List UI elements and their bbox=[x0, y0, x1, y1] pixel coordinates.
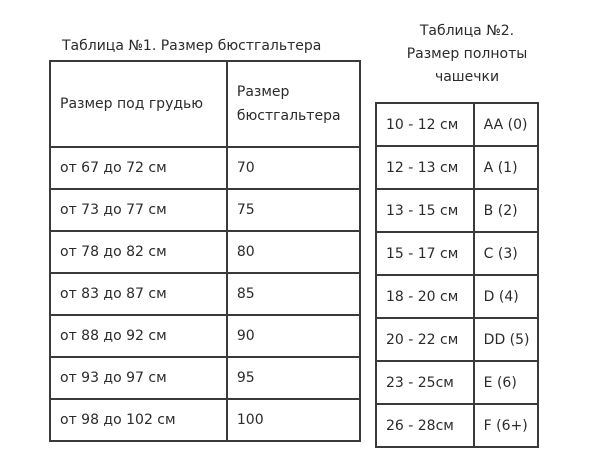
cup-size-cell: DD (5) bbox=[474, 318, 538, 361]
underbust-cell: от 83 до 87 см bbox=[50, 273, 227, 315]
cup-size-cell: F (6+) bbox=[474, 404, 538, 447]
underbust-cell: от 73 до 77 см bbox=[50, 189, 227, 231]
table-row bbox=[376, 146, 538, 189]
table-row bbox=[376, 404, 538, 447]
header-underbust: Размер под грудью bbox=[50, 61, 227, 147]
underbust-cell: от 88 до 92 см bbox=[50, 315, 227, 357]
bra-size-cell: 80 bbox=[227, 231, 360, 273]
table2-caption-line: чашечки bbox=[434, 69, 500, 85]
bra-size-cell: 100 bbox=[227, 399, 360, 441]
table-row bbox=[50, 231, 360, 273]
difference-cell: 10 - 12 см bbox=[376, 103, 474, 146]
table2-caption-line: Таблица №2. bbox=[419, 23, 515, 39]
table-row bbox=[50, 357, 360, 399]
bra-size-cell: 70 bbox=[227, 147, 360, 189]
table-row bbox=[376, 361, 538, 404]
underbust-cell: от 67 до 72 см bbox=[50, 147, 227, 189]
cup-size-table bbox=[375, 102, 539, 448]
bra-size-cell: 75 bbox=[227, 189, 360, 231]
table-row bbox=[50, 315, 360, 357]
table-row bbox=[376, 189, 538, 232]
difference-cell: 18 - 20 см bbox=[376, 275, 474, 318]
table-row bbox=[376, 318, 538, 361]
difference-cell: 15 - 17 см bbox=[376, 232, 474, 275]
table-header-row bbox=[50, 61, 360, 147]
cup-size-cell: A (1) bbox=[474, 146, 538, 189]
cup-size-cell: D (4) bbox=[474, 275, 538, 318]
difference-cell: 13 - 15 см bbox=[376, 189, 474, 232]
cup-size-cell: C (3) bbox=[474, 232, 538, 275]
table1-caption: Таблица №1. Размер бюстгальтера bbox=[62, 38, 322, 54]
table-row bbox=[376, 275, 538, 318]
bra-size-table bbox=[49, 60, 361, 442]
table-row bbox=[50, 189, 360, 231]
table-row bbox=[50, 399, 360, 441]
difference-cell: 23 - 25см bbox=[376, 361, 474, 404]
table-row bbox=[50, 273, 360, 315]
difference-cell: 26 - 28см bbox=[376, 404, 474, 447]
underbust-cell: от 93 до 97 см bbox=[50, 357, 227, 399]
bra-size-cell: 90 bbox=[227, 315, 360, 357]
cup-size-cell: AA (0) bbox=[474, 103, 538, 146]
difference-cell: 12 - 13 см bbox=[376, 146, 474, 189]
table-row bbox=[376, 103, 538, 146]
header-bra-size-line: бюстгальтера bbox=[236, 108, 341, 124]
header-bra-size bbox=[227, 61, 360, 147]
header-bra-size-line: Размер bbox=[236, 84, 290, 100]
underbust-cell: от 78 до 82 см bbox=[50, 231, 227, 273]
bra-size-cell: 85 bbox=[227, 273, 360, 315]
bra-size-cell: 95 bbox=[227, 357, 360, 399]
cup-size-cell: B (2) bbox=[474, 189, 538, 232]
table2-caption-line: Размер полноты bbox=[406, 46, 528, 62]
underbust-cell: от 98 до 102 см bbox=[50, 399, 227, 441]
cup-size-cell: E (6) bbox=[474, 361, 538, 404]
table-row bbox=[376, 232, 538, 275]
difference-cell: 20 - 22 см bbox=[376, 318, 474, 361]
table-row bbox=[50, 147, 360, 189]
table2-caption bbox=[382, 20, 552, 89]
